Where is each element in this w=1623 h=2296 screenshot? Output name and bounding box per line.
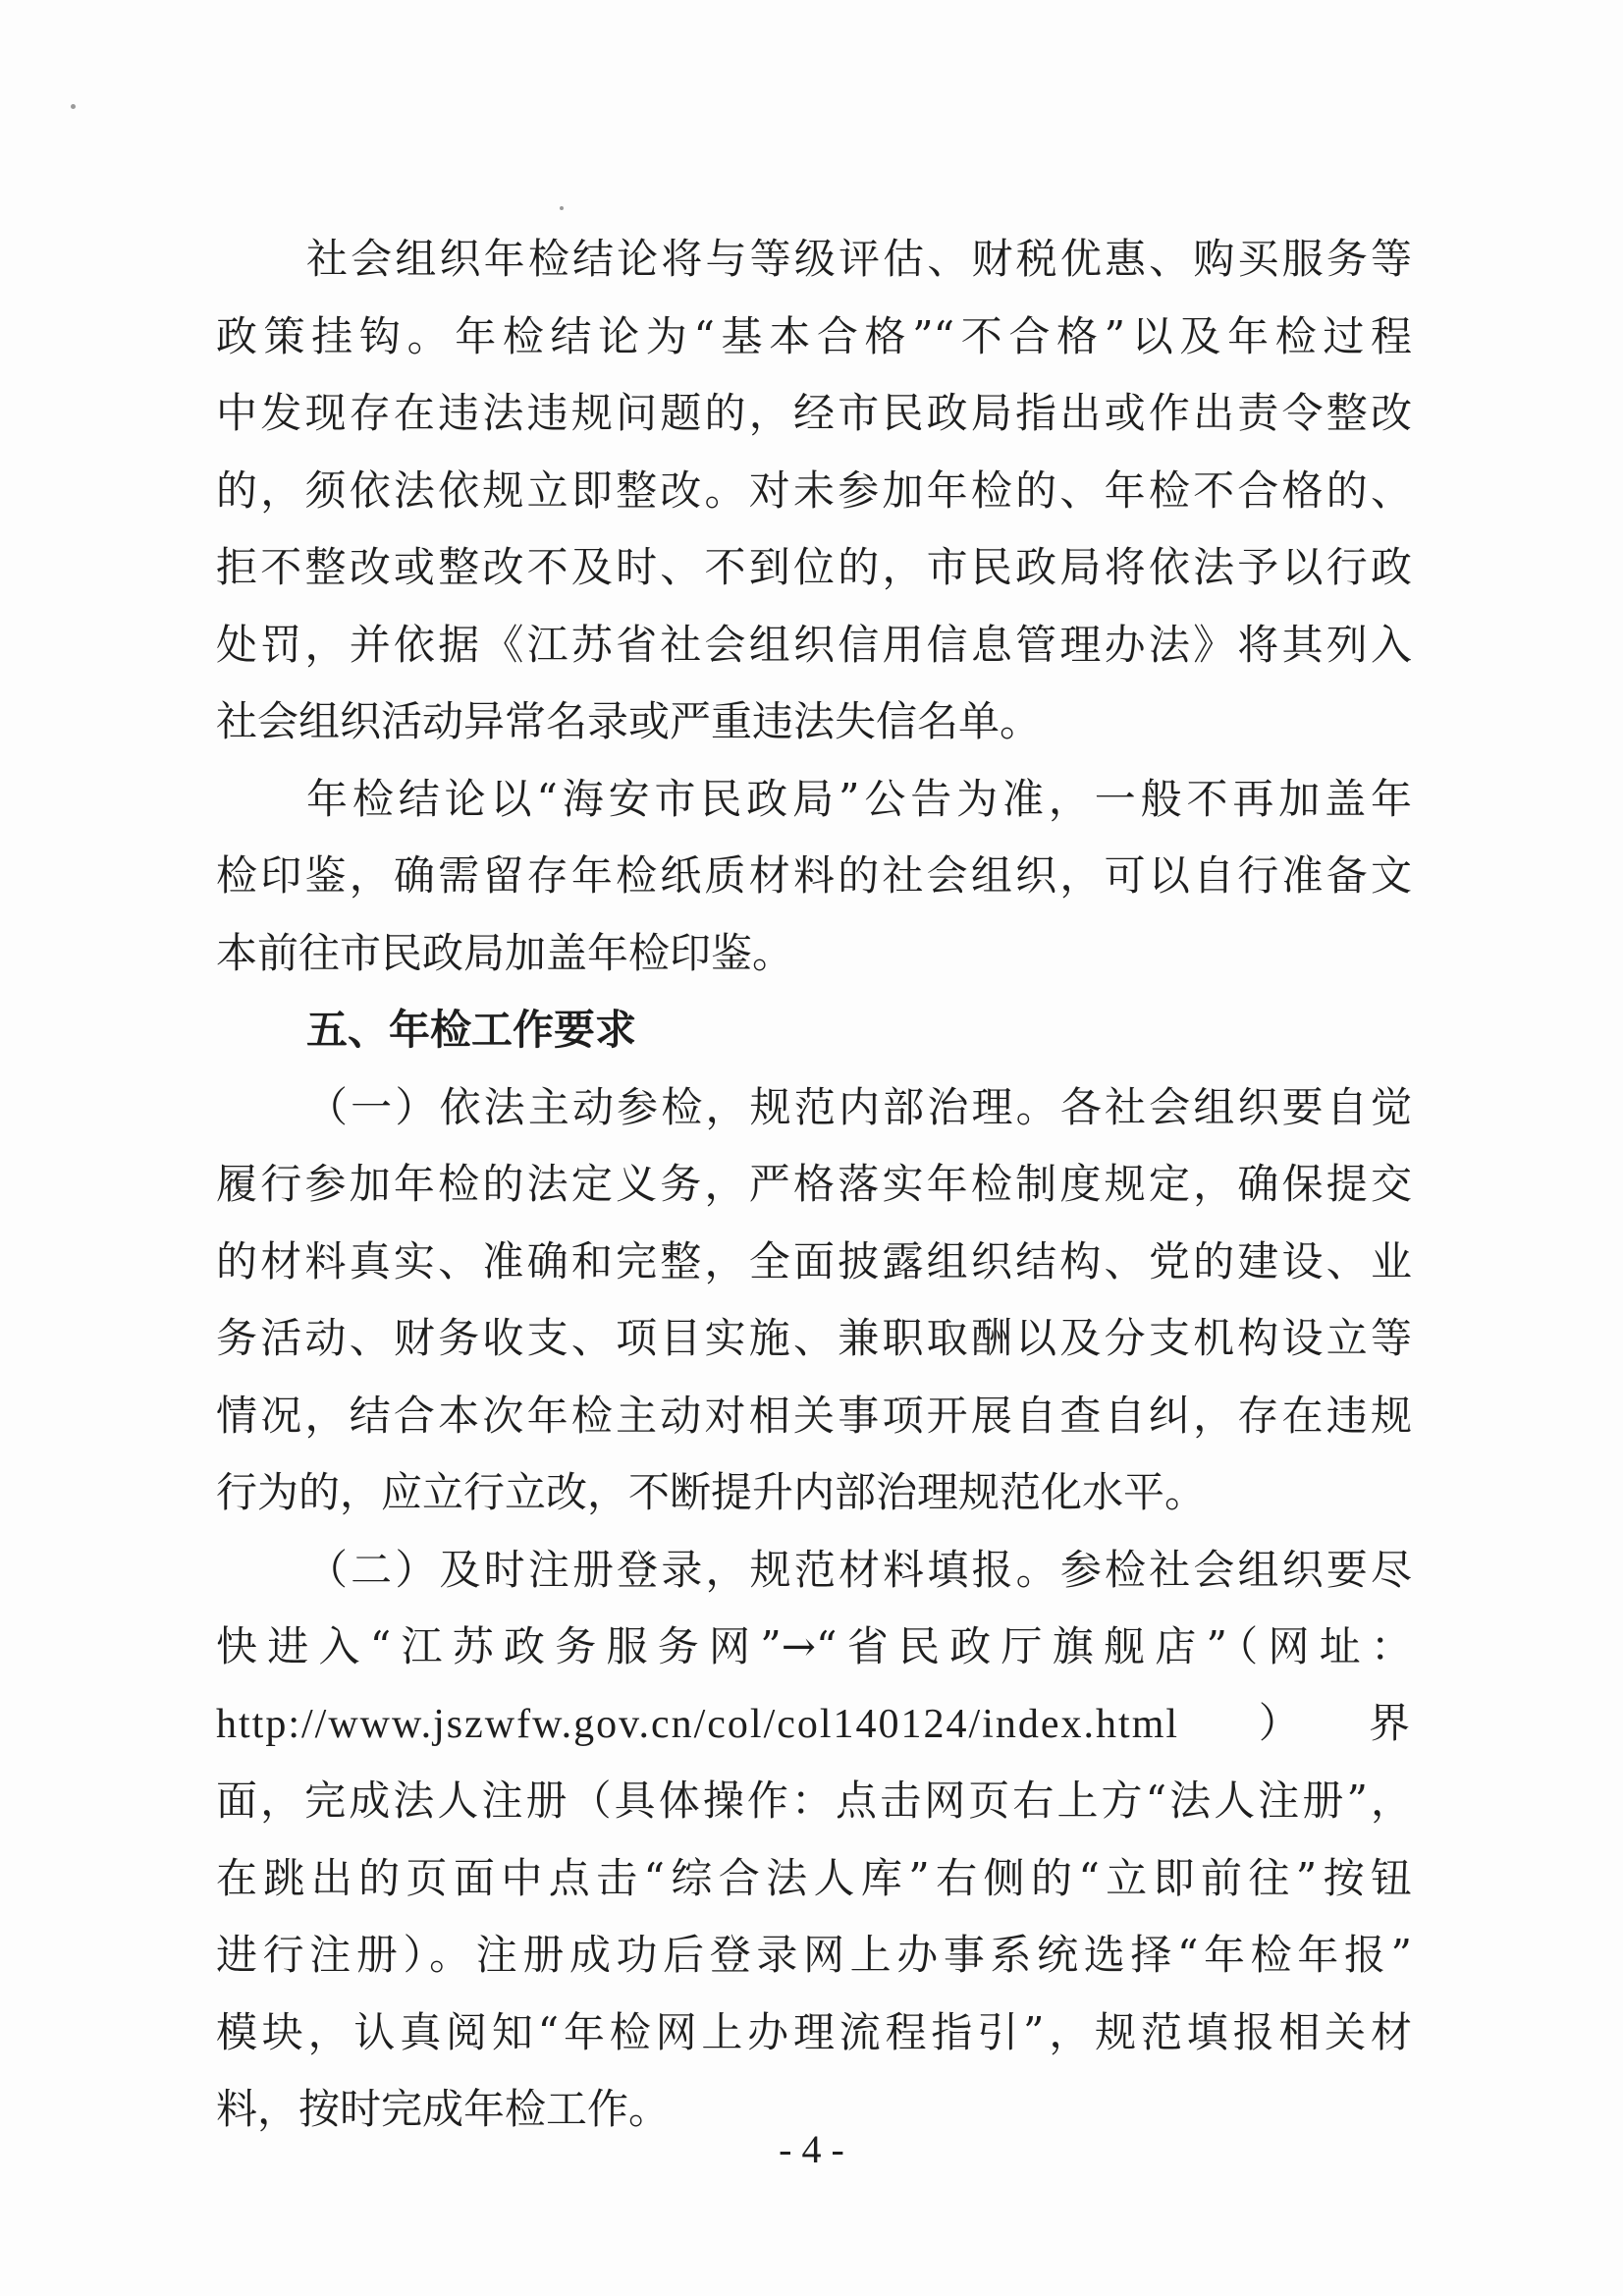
paragraph-year-inspection-conclusions (216, 221, 1412, 761)
text-line: 料，按时完成年检工作。 (216, 2085, 671, 2133)
text-line: （二）及时注册登录，规范材料填报。参检社会组织要尽 (306, 1545, 1412, 1594)
text-line: 社会组织活动异常名录或严重违法失信名单。 (216, 697, 1042, 745)
text-line: 情况，结合本次年检主动对相关事项开展自查自纠，存在违规 (216, 1391, 1412, 1440)
text-line: 务活动、财务收支、项目实施、兼职取酬以及分支机构设立等 (216, 1314, 1412, 1362)
url-line: http://www.jszwfw.gov.cn/col/col140124/index.html ）界 (216, 1701, 1412, 1747)
text-line: 拒不整改或整改不及时、不到位的，市民政局将依法予以行政 (216, 543, 1412, 591)
text-line: 检印鉴，确需留存年检纸质材料的社会组织，可以自行准备文 (216, 851, 1412, 900)
text-line: 处罚，并依据《江苏省社会组织信用信息管理办法》将其列入 (216, 620, 1412, 669)
text-line: 进行注册）。注册成功后登录网上办事系统选择“年检年报” (216, 1931, 1412, 1979)
page-number: - 4 - (779, 2127, 844, 2171)
scan-speck (71, 104, 76, 109)
text-line: 面，完成法人注册（具体操作：点击网页右上方“法人注册”， (216, 1777, 1412, 1825)
text-line: 社会组织年检结论将与等级评估、财税优惠、购买服务等 (306, 235, 1412, 283)
subsection-1 (216, 1069, 1412, 1532)
document-body (216, 221, 1412, 2149)
scan-speck (560, 206, 564, 210)
text-line: 模块，认真阅知“年检网上办理流程指引”，规范填报相关材 (216, 2007, 1412, 2056)
text-line: 在跳出的页面中点击“综合法人库”右侧的“立即前往”按钮 (216, 1853, 1412, 1902)
text-line: 本前往市民政局加盖年检印鉴。 (216, 928, 794, 977)
section-heading: 五、年检工作要求 (306, 1006, 637, 1054)
subsection-2 (216, 1532, 1412, 2149)
text-line: 履行参加年检的法定义务，严格落实年检制度规定，确保提交 (216, 1160, 1412, 1208)
text-line: 年检结论以“海安市民政局”公告为准，一般不再加盖年 (306, 774, 1412, 823)
text-line: 行为的，应立行立改，不断提升内部治理规范化水平。 (216, 1468, 1207, 1516)
text-line: 快进入“江苏政务服务网”→“省民政厅旗舰店”（网址： (216, 1622, 1412, 1670)
text-line: 政策挂钩。年检结论为“基本合格”“不合格”以及年检过程 (216, 311, 1412, 360)
text-line: （一）依法主动参检，规范内部治理。各社会组织要自觉 (306, 1082, 1412, 1131)
text-line: 中发现存在违法违规问题的，经市民政局指出或作出责令整改 (216, 389, 1412, 437)
text-line: 的，须依法依规立即整改。对未参加年检的、年检不合格的、 (216, 465, 1412, 515)
text-line: 的材料真实、准确和完整，全面披露组织结构、党的建设、业 (216, 1236, 1412, 1285)
paragraph-announcement (216, 761, 1412, 993)
